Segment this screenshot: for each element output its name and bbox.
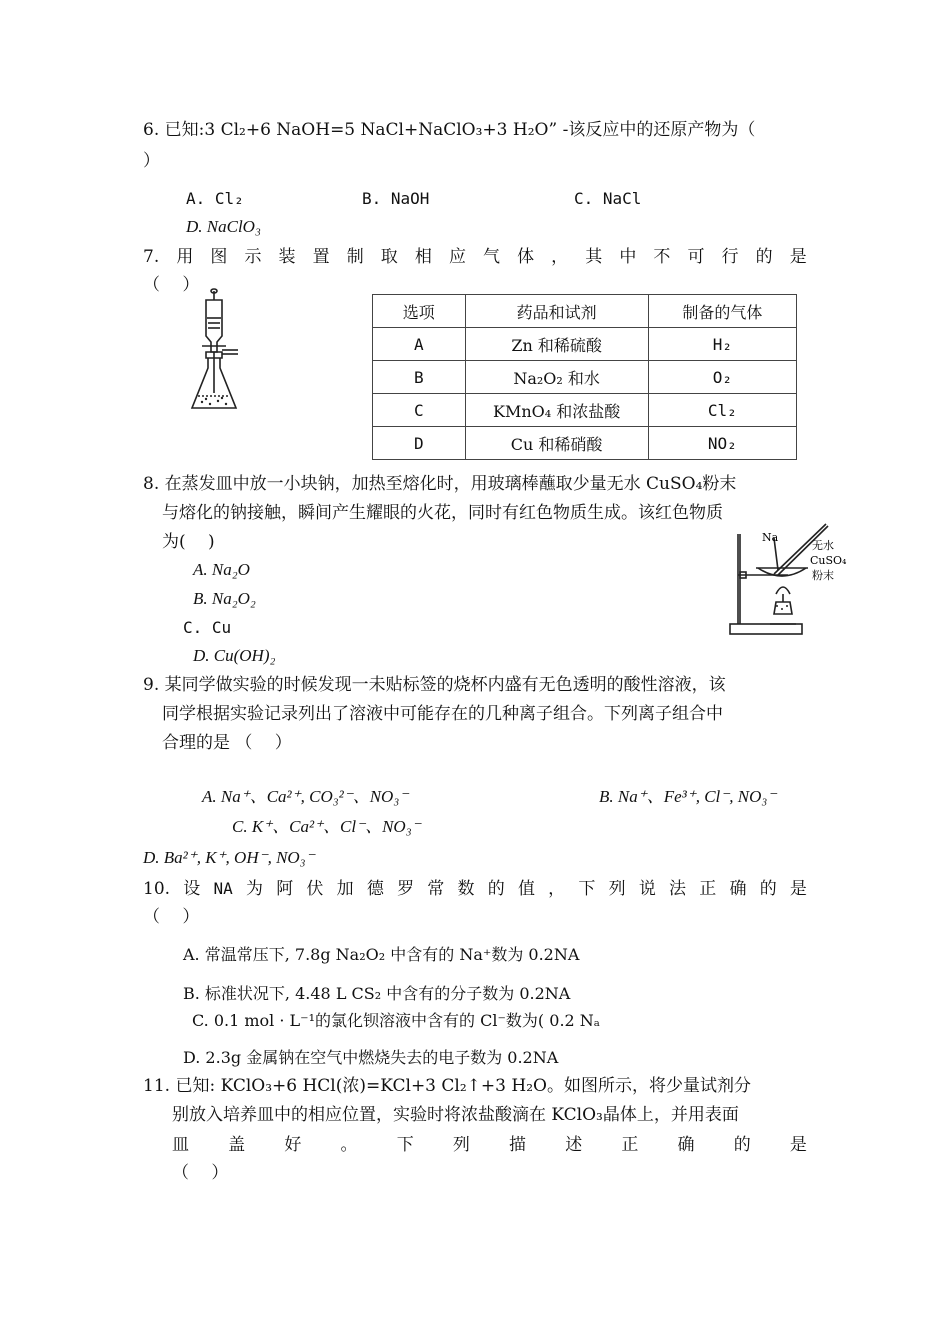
q8-option-d: D. Cu(OH)₂ [193,646,276,665]
table-row [373,328,797,361]
q7-stem-char: 制 [346,247,364,267]
q6-option-a: A. Cl₂ [186,189,244,208]
q11-stem-char: 列 [452,1135,470,1155]
table-header: 制备的气体 [648,295,796,328]
table-cell: D [373,427,466,460]
q8-option-b: B. Na₂O₂ [193,589,256,608]
q11-stem-line2: 别放入培养皿中的相应位置，实验时将浓盐酸滴在 KClO₃晶体上，并用表面 [172,1105,739,1125]
q7-options-table [372,294,797,460]
q7-stem-char: 装 [278,247,296,267]
q7-stem-char: 是 [789,247,807,267]
q10-stem-char: 正 [699,879,717,899]
q7-stem-char: 不 [653,247,671,267]
q9-option-a: A. Na⁺、Ca²⁺, CO₃²⁻、NO₃⁻ [202,787,409,806]
q7-stem-char: 的 [755,247,773,267]
q10-stem-char: ， [548,879,566,899]
q10-stem-char: 为 [245,879,263,899]
q8-stem-line1: 8. 在蒸发皿中放一小块钠，加热至熔化时，用玻璃棒蘸取少量无水 CuSO₄粉末 [143,474,737,494]
q7-stem-char: 示 [244,247,262,267]
table-header-row [373,295,797,328]
q10-option-b: B. 标准状况下, 4.48 L CS₂ 中含有的分子数为 0.2NA [183,984,571,1003]
q11-stem-char: 的 [733,1135,751,1155]
q11-stem-line1: 11. 已知: KClO₃+6 HCl(浓)=KCl+3 Cl₂↑+3 H₂O。如图所示，将少量试剂分 [143,1076,751,1096]
q8-label-na: Na [762,531,779,544]
q10-stem-char: NA [213,879,233,898]
q6-option-b: B. NaOH [362,189,430,208]
q9-stem-line2: 同学根据实验记录列出了溶液中可能存在的几种离子组合。下列离子组合中 [162,704,723,724]
q10-stem-char: 说 [638,879,656,899]
q10-stem-char: 数 [457,879,475,899]
q11-stem-char: 正 [621,1135,639,1155]
q7-stem-char: 7. [143,247,160,267]
q10-option-c: C. 0.1 mol · L⁻¹的氯化钡溶液中含有的 Cl⁻数为( 0.2 Nₐ [192,1011,600,1030]
table-row [373,427,797,460]
q11-stem-char: 盖 [228,1135,246,1155]
q7-stem-char: 取 [380,247,398,267]
q11-stem-char: 描 [509,1135,527,1155]
table-row [373,361,797,394]
q7-stem [143,246,807,268]
q10-option-d: D. 2.3g 金属钠在空气中燃烧失去的电子数为 0.2NA [183,1048,559,1067]
q7-stem-char: 用 [176,247,194,267]
q7-apparatus-figure [186,288,242,418]
q9-stem-line3: 合理的是 （ ） [162,733,292,753]
table-row [373,394,797,427]
q6-option-d: D. NaClO₃ [186,217,261,236]
q10-stem-char: 10. [143,879,171,899]
q7-stem-char: 图 [210,247,228,267]
q7-stem-char: 其 [585,247,603,267]
q9-stem-line1: 9. 某同学做实验的时候发现一未贴标签的烧杯内盛有无色透明的酸性溶液，该 [143,675,726,695]
q10-stem-char: 常 [427,879,445,899]
q10-stem-char: 加 [336,879,354,899]
q10-stem-char: 值 [517,879,535,899]
q8-apparatus-figure [726,514,856,638]
q9-option-d: D. Ba²⁺, K⁺, OH⁻, NO₃⁻ [143,848,315,867]
q10-stem-char: 下 [578,879,596,899]
q10-stem-char: 伏 [306,879,324,899]
q7-answer-paren: （ ） [143,275,200,295]
q7-stem-char: 中 [619,247,637,267]
q10-stem-char: 德 [366,879,384,899]
q10-stem-char: 法 [669,879,687,899]
q10-answer-paren: （ ） [143,907,200,927]
q10-stem-char: 列 [608,879,626,899]
q9-option-b: B. Na⁺、Fe³⁺, Cl⁻, NO₃⁻ [599,787,777,806]
q10-stem-char: 确 [729,879,747,899]
table-header: 选项 [373,295,466,328]
q10-stem-char: 的 [487,879,505,899]
q11-answer-paren: （ ） [172,1163,229,1183]
q10-stem-char: 阿 [276,879,294,899]
q11-stem-char: 下 [396,1135,414,1155]
q11-stem-char: 确 [677,1135,695,1155]
q7-stem-char: 可 [687,247,705,267]
q6-stem-line1: 6. 已知:3 Cl₂+6 NaOH=5 NaCl+NaClO₃+3 H₂O” -该反应中的还原产物为（ [143,120,756,140]
q8-stem-line3: 为( ) [162,532,215,552]
q7-stem-char: 行 [721,247,739,267]
table-cell: Na₂O₂ 和水 [465,361,648,394]
q7-stem-char: 置 [312,247,330,267]
q11-stem-char: 述 [565,1135,583,1155]
q6-option-c: C. NaCl [574,189,642,208]
table-cell: Cu 和稀硝酸 [465,427,648,460]
q11-stem-char: 是 [789,1135,807,1155]
q7-stem-char: 相 [414,247,432,267]
q8-stem-line2: 与熔化的钠接触，瞬间产生耀眼的火花，同时有红色物质生成。该红色物质 [162,503,723,523]
q8-option-a: A. Na₂O [193,560,250,579]
q8-label-fenmo: 粉末 [812,569,834,582]
q8-label-cuso4: CuSO₄ [810,554,847,567]
table-cell: KMnO₄ 和浓盐酸 [465,394,648,427]
table-header: 药品和试剂 [465,295,648,328]
q11-stem-char: 。 [340,1135,358,1155]
q10-stem-char: 罗 [397,879,415,899]
table-cell: B [373,361,466,394]
table-cell: O₂ [648,361,796,394]
q6-stem-line2: ） [143,151,160,171]
q11-stem-char: 皿 [172,1135,189,1155]
q10-stem-char: 设 [183,879,201,899]
q10-option-a: A. 常温常压下, 7.8g Na₂O₂ 中含有的 Na⁺数为 0.2NA [183,945,580,964]
q7-stem-char: 气 [483,247,501,267]
q10-stem-char: 是 [789,879,807,899]
q11-stem-char: 好 [284,1135,302,1155]
q7-stem-char: ， [551,247,569,267]
q7-stem-char: 应 [448,247,466,267]
table-cell: H₂ [648,328,796,361]
q10-stem-char: 的 [759,879,777,899]
q8-label-wushui: 无水 [812,539,834,552]
q7-stem-char: 体 [517,247,535,267]
table-cell: A [373,328,466,361]
table-cell: Cl₂ [648,394,796,427]
q9-option-c: C. K⁺、Ca²⁺、Cl⁻、NO₃⁻ [232,817,421,836]
table-cell: C [373,394,466,427]
q10-stem [143,878,807,900]
table-cell: NO₂ [648,427,796,460]
table-cell: Zn 和稀硫酸 [465,328,648,361]
q11-stem-line3 [172,1134,807,1156]
q8-option-c: C. Cu [183,618,232,637]
